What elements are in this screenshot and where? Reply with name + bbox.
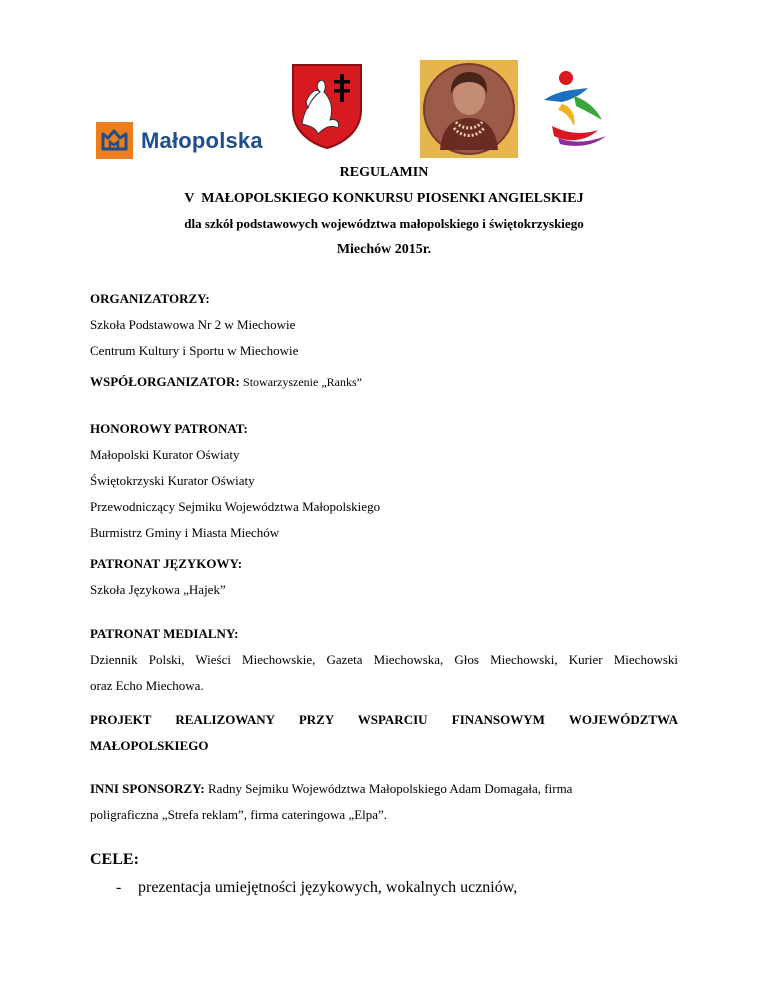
list-item: Burmistrz Gminy i Miasta Miechów [90, 525, 280, 540]
section-organizers [90, 286, 678, 364]
media-list-line: oraz Echo Miechowa. [90, 678, 204, 693]
list-item [90, 874, 678, 902]
place-year: Miechów 2015r. [336, 242, 432, 257]
malopolska-emblem-icon [96, 122, 133, 159]
contest-name: V MAŁOPOLSKIEGO KONKURSU PIOSENKI ANGIELSKIEJ [184, 191, 584, 206]
section-heading: WSPÓŁORGANIZATOR: [90, 374, 240, 389]
malopolska-logo-text: Małopolska [141, 127, 263, 153]
dancing-figure-logo-icon [540, 66, 612, 148]
section-heading: ORGANIZATORZY: [90, 291, 210, 306]
malopolska-logo [96, 122, 263, 159]
list-item: Szkoła Językowa „Hajek” [90, 582, 226, 597]
section-heading: HONOROWY PATRONAT: [90, 421, 248, 436]
section-language-patronage [90, 551, 678, 603]
section-goals [90, 846, 678, 902]
section-co-organizer [90, 369, 678, 395]
funding-statement: MAŁOPOLSKIEGO [90, 738, 209, 753]
sponsors-text: Radny Sejmiku Województwa Małopolskiego Adam Domagała, firma [208, 781, 573, 796]
bullet-dash: - [116, 879, 122, 896]
goal-text: prezentacja umiejętności językowych, wokalnych uczniów, [138, 879, 518, 896]
portrait-image [420, 60, 518, 158]
list-item: Szkoła Podstawowa Nr 2 w Miechowie [90, 317, 296, 332]
section-honorary-patronage [90, 416, 678, 546]
section-heading: INNI SPONSORZY: [90, 781, 205, 796]
list-item: Świętokrzyski Kurator Oświaty [90, 473, 255, 488]
list-item: Małopolski Kurator Oświaty [90, 447, 240, 462]
media-list-line: Dziennik Polski, Wieści Miechowskie, Gazeta Miechowska, Głos Miechowski, Kurier Miechowski [90, 652, 678, 667]
section-heading: CELE: [90, 851, 139, 868]
section-sponsors [90, 776, 678, 828]
co-organizer-name: Stowarzyszenie „Ranks” [243, 375, 362, 389]
sponsors-text: poligraficzna „Strefa reklam”, firma cateringowa „Elpa”. [90, 807, 388, 822]
list-item: Przewodniczący Sejmiku Województwa Małopolskiego [90, 499, 381, 514]
section-project-funding [90, 707, 678, 759]
section-media-patronage [90, 621, 678, 699]
contest-scope: dla szkół podstawowych województwa małopolskiego i świętokrzyskiego [184, 216, 584, 231]
section-heading: PATRONAT JĘZYKOWY: [90, 556, 243, 571]
coat-of-arms-icon [290, 62, 364, 150]
list-item: Centrum Kultury i Sportu w Miechowie [90, 343, 299, 358]
funding-statement: PROJEKT REALIZOWANY PRZY WSPARCIU FINANSOWYM WOJEWÓDZTWA [90, 712, 678, 727]
document-title: REGULAMIN [339, 165, 429, 180]
section-heading: PATRONAT MEDIALNY: [90, 626, 239, 641]
